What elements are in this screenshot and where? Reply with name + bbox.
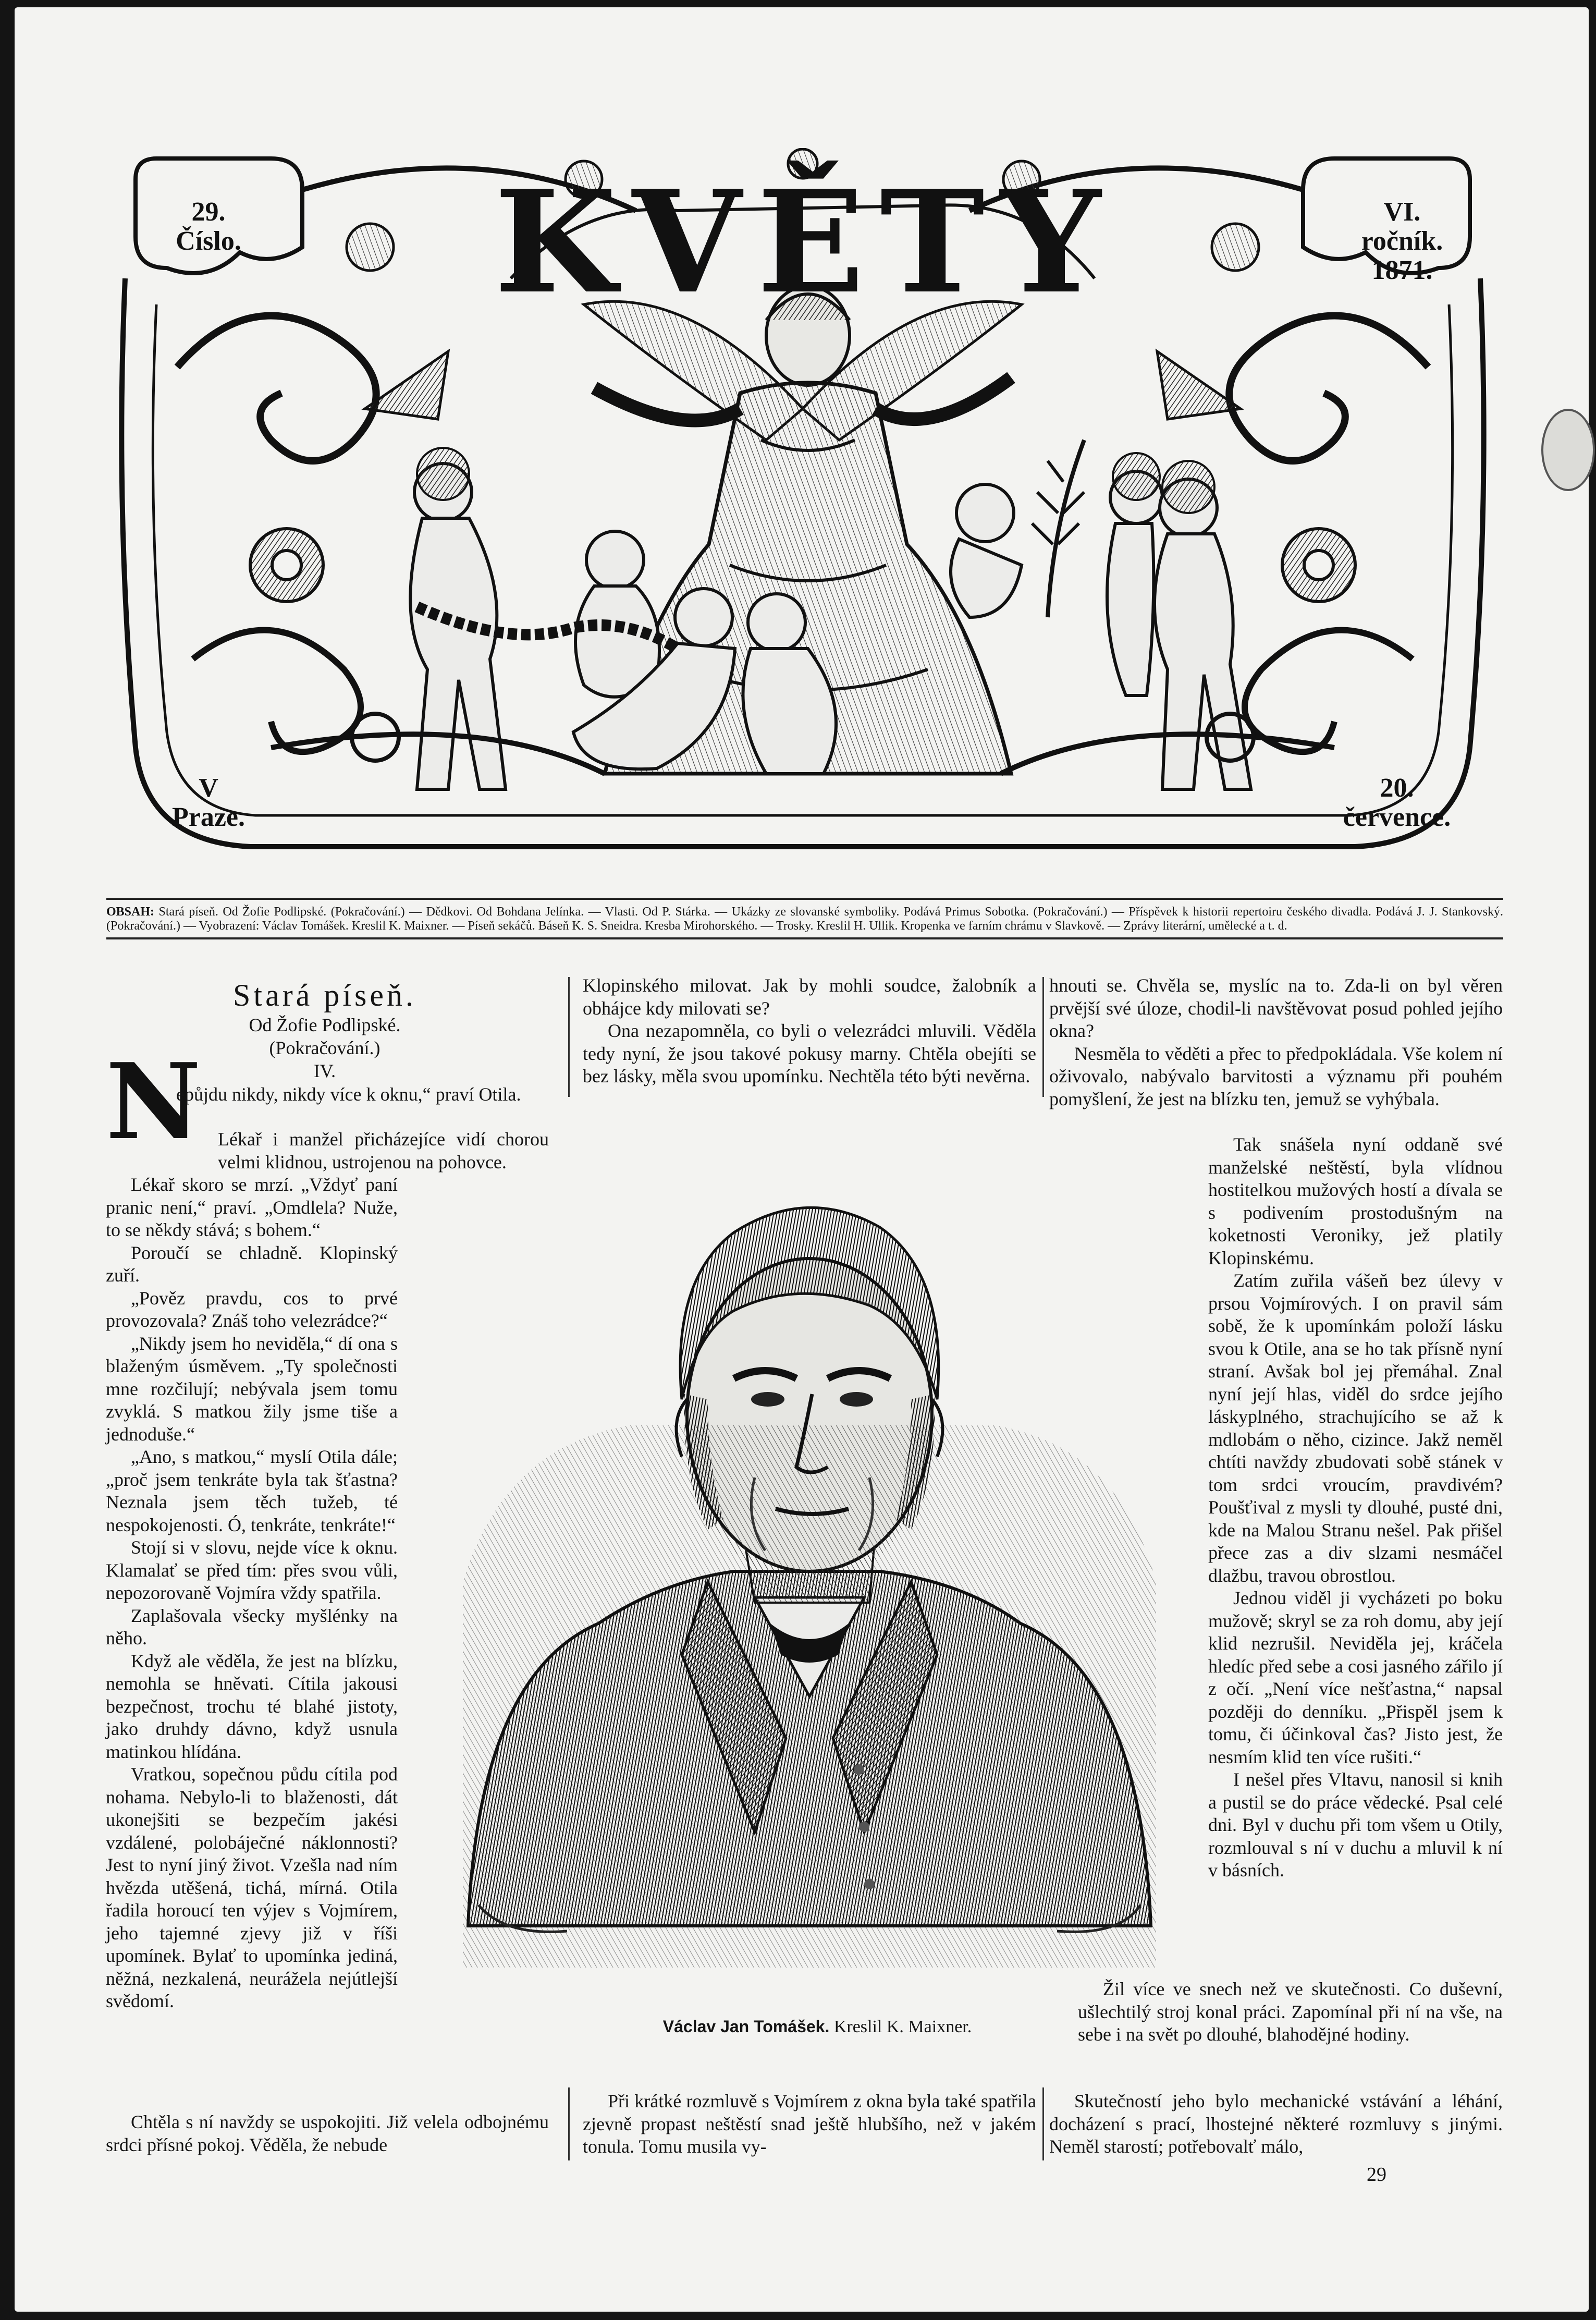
issue-info — [156, 198, 261, 256]
place-name: Praze. — [171, 802, 245, 832]
contents-text: Stará píseň. Od Žofie Podlipské. (Pokračování.) — Dědkovi. Od Bohdana Jelínka. — Vlasti. Od P. Stárka. — Ukázky ze slovanské symboliky. Podává Primus Sobotka. (Pokračování.) — Příspěvek k historii repertoiru českého divadla. Podává J. J. Stankovský. (Pokračování.) — Vyobrazení: Václav Tomášek. Kreslil K. Maixner. — Píseň sekáčů. Báseň K. S. Sneidra. Kresba Mirohorského. — Trosky. Kreslil H. Ullik. Kropenka ve farním chrámu v Slavkově. — Zprávy literární, umělecké a t. d. — [106, 905, 1504, 933]
column-2-bottom — [583, 2090, 1036, 2158]
paragraph: Tak snášela nyní oddaně své manželské neštěstí, byla vlídnou hostitelkou mužových hostí a dívala se s podivením prostodušným na koketnosti Veroniky, jež platily Klopinskému. — [1208, 1134, 1503, 1268]
column-divider — [568, 977, 570, 1097]
article-column-3-lower — [1078, 1978, 1503, 2046]
paragraph: Lékař i manžel přicházejíce vidí chorou velmi klidnou, ustrojenou na pohovce. — [218, 1129, 549, 1173]
portrait-engraving — [463, 1154, 1156, 1968]
paragraph: Chtěla s ní navždy se uspokojiti. Již velela odbojnému srdci přísné pokoj. Věděla, že nebude — [106, 2111, 549, 2155]
caption-credit: Kreslil K. Maixner. — [833, 2017, 972, 2036]
narrow-block — [106, 1174, 398, 2013]
volume-info — [1345, 198, 1459, 285]
issue-label: Číslo. — [176, 226, 241, 256]
paragraph: hnouti se. Chvěla se, myslíc na to. Zda-li on byl věren prvější své úloze, chodil-li navštěvovat posud pohled jejího okna? — [1049, 975, 1503, 1041]
article-opening-line — [176, 1083, 549, 1106]
article-author: Od Žofie Podlipské. — [249, 1015, 401, 1035]
portrait-image — [463, 1154, 1156, 1968]
paragraph: Skutečností jeho bylo mechanické vstávání a léhání, docházení s prací, lhostejné některé rozmluvy s jinými. Neměl starostí; potřebovalť málo, — [1049, 2091, 1503, 2157]
dropcap-initial: N — [106, 1041, 201, 1163]
column-3-bottom — [1049, 2090, 1503, 2158]
date-info — [1319, 774, 1475, 832]
volume-year: 1871. — [1371, 255, 1433, 285]
paragraph: „Ano, s matkou,“ myslí Otila dále; „proč jsem tenkráte byla tak šťastna? Neznala jsem těch tužeb, té nespokojenosti. Ó, tenkráte, tenkráte!“ — [106, 1446, 398, 1535]
binding-stamp — [1541, 409, 1595, 491]
column-1-bottom — [106, 2111, 549, 2156]
paragraph: „Pověz pravdu, cos to prvé provozovala? Znáš toho velezrádce?“ — [106, 1287, 398, 1331]
article-title: Stará píseň. — [233, 978, 416, 1012]
article-column-2 — [583, 974, 1036, 1088]
paragraph: Vratkou, sopečnou půdu cítila pod nohama. Nebylo-li to blaženosti, dát ukonejšiti se bezpečím jakési vzdálené, polobáječné náklonnosti? Jest to nyní jiný život. Vzešla nad ním hvězda utěšená, tichá, mírná. Otila řadila horoucí ten výjev s Vojmírem, jeho tajemné zjevy již v říši upomínek. Bylať to upomínka jediná, něžná, nezkalená, neurážela nejútlejší svědomí. — [106, 1764, 398, 2011]
contents-bar — [106, 898, 1503, 939]
masthead-title: KVĚTY — [494, 159, 1116, 325]
paragraph: Klopinského milovat. Jak by mohli soudce, žalobník a obhájce kdy milovati se? — [583, 975, 1036, 1019]
date-day: 20. — [1380, 773, 1414, 803]
volume-number: VI. — [1383, 197, 1421, 227]
issue-number: 29. — [191, 197, 226, 227]
article-continuation: (Pokračování.) — [269, 1037, 380, 1058]
page-number: 29 — [1367, 2164, 1386, 2185]
paragraph: I nešel přes Vltavu, nanosil si knih a pustil se do práce vědecké. Psal celé dni. Byl v duchu při tom všem u Otily, rozmlouval s ní v duchu a mluvil k ní v básních. — [1208, 1769, 1503, 1881]
column-divider — [1042, 977, 1044, 1097]
paragraph: Zaplašovala všecky myšlénky na něho. — [106, 1605, 398, 1649]
article-chapter: IV. — [313, 1060, 336, 1081]
paragraph: Nesměla to věděti a přec to předpokládala. Vše kolem ní oživovalo, nabývalo barvitosti a významu při pouhém pomyšlení, že jest na blízku ten, jemuž se vyhýbala. — [1049, 1043, 1503, 1109]
paragraph: Zatím zuřila vášeň bez úlevy v prsou Vojmírových. I on pravil sám sobě, že k upomínkám položí lásku svou k Otile, ana se ho tak přísně nyní straní. Avšak bol jej přemáhal. Znal nyní její hlas, viděl do srdce jejího láskyplného, strachujícího se až k mdlobám o něho, cizince. Jakž neměl chtíti navždy zbudovati sobě stánek v tom srdci vroucím, pravdivém? Poušťival z mysli ty dlouhé, pusté dni, kde na Malou Stranu nešel. Pak přišel přece zas a div slzami nesmáčel dlažbu, travou obrostlou. — [1208, 1270, 1503, 1586]
newspaper-page — [15, 7, 1589, 2312]
article-column-3-top — [1049, 974, 1503, 1110]
paragraph: Jednou viděl ji vycházeti po boku mužově; skryl se za roh domu, aby její klid nezrušil. Neviděla jej, kráčela hledíc před sebe a cosi jasného zářilo jí z očí. „Není více nešťastna,“ napsal později do denníku. „Přispěl jsem k tomu, či účinkoval čas? Jisto jest, že nesmím klid ten více rušiti.“ — [1208, 1588, 1503, 1767]
column-divider — [1042, 2087, 1044, 2160]
paragraph: Při krátké rozmluvě s Vojmírem z okna byla také spatřila zjevně propast neštěstí snad ještě hlubšího, než v jakém tonula. Tomu musila vy- — [583, 2091, 1036, 2157]
paragraph: Žil více ve snech než ve skutečnosti. Co duševní, ušlechtilý stroj konal práci. Zapomínal při ní na vše, na sebe i na svět po dlouhé, blahodějné hodiny. — [1078, 1979, 1503, 2045]
paragraph: epůjdu nikdy, nikdy více k oknu,“ praví Otila. — [176, 1084, 521, 1105]
paragraph: Ona nezapomněla, co byli o velezrádci mluvili. Věděla tedy nyní, že jsou takové pokusy marny. Chtěla obejíti se bez lásky, měla svou upomínku. Nechtěla této býti nevěrna. — [583, 1020, 1036, 1086]
portrait-caption — [557, 2017, 1078, 2037]
article-column-3 — [1208, 1133, 1503, 1882]
date-month: července. — [1343, 802, 1451, 832]
contents-label: OBSAH: — [106, 905, 155, 919]
paragraph: Lékař skoro se mrzí. „Vždyť paní pranic není,“ praví. „Omdlela? Nuže, to se někdy stává; s bohem.“ — [106, 1174, 398, 1240]
paragraph: Stojí si v slovu, nejde více k oknu. Klamalať se před tím: přes svou vůli, nepozorovaně Vojmíra vždy spatřila. — [106, 1537, 398, 1603]
article-heading — [155, 977, 494, 1082]
caption-name: Václav Jan Tomášek. — [662, 2017, 830, 2036]
column-divider — [568, 2087, 570, 2160]
paragraph: Když ale věděla, že jest na blízku, nemohla se hněvati. Cítila jakousi bezpečnost, trochu té blahé jistoty, jako druhdy dávno, když usnula matinkou hlídána. — [106, 1650, 398, 1762]
volume-label: ročník. — [1361, 226, 1443, 256]
paragraph: Poroučí se chladně. Klopinský zuří. — [106, 1242, 398, 1286]
place-prefix: V — [199, 773, 218, 803]
place-info — [156, 774, 261, 832]
paragraph: „Nikdy jsem ho neviděla,“ dí ona s blaženým úsměvem. „Ty společnosti mne rozčilují; nebývala jsem tomu zvyklá. S matkou žily jsme tiše a jednoduše.“ — [106, 1333, 398, 1445]
masthead — [115, 148, 1491, 873]
